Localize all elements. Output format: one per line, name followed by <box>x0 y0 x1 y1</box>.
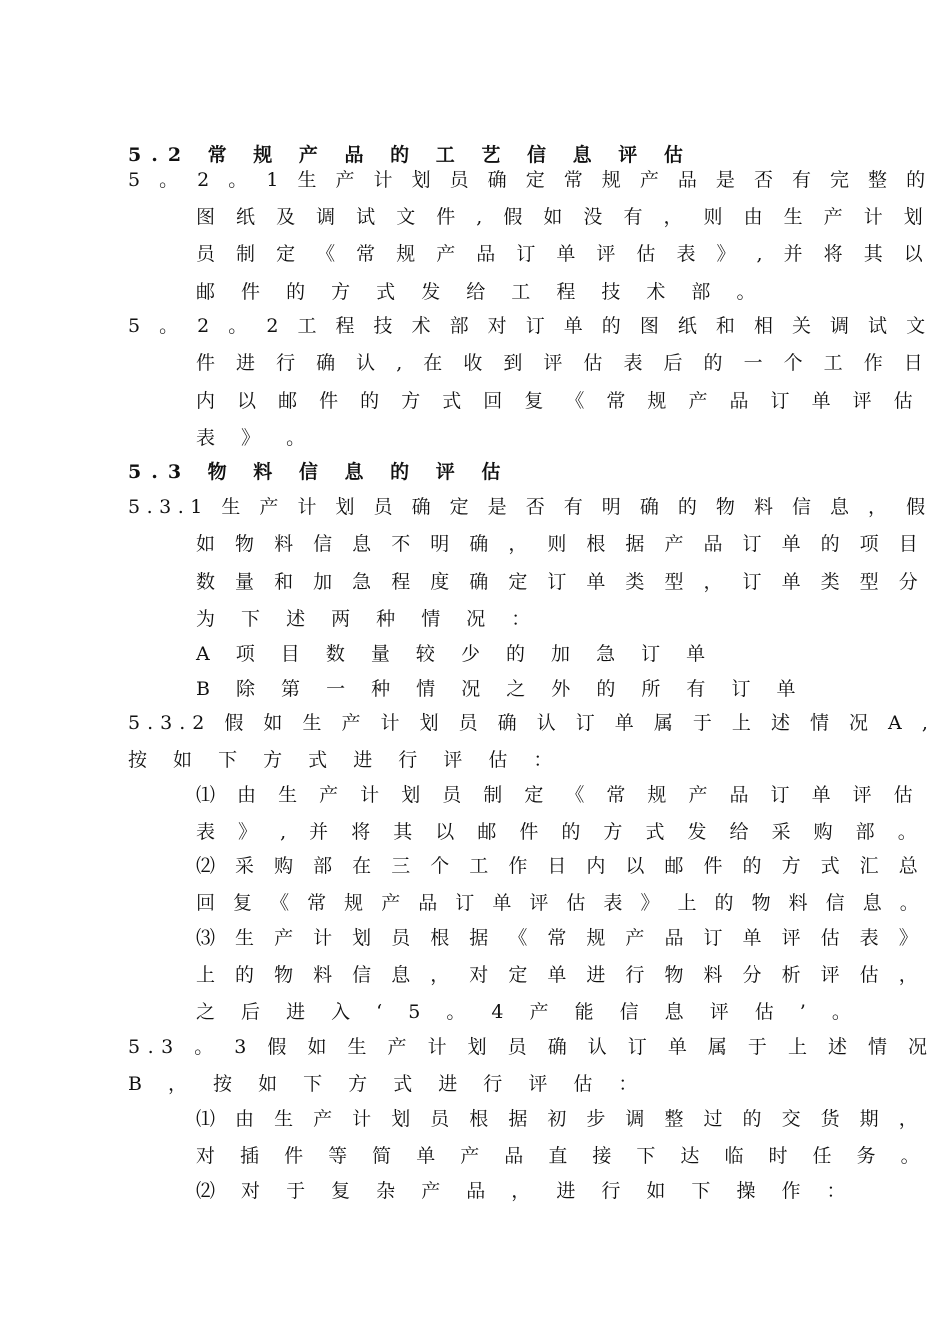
list-item: ⑴ 由 生 产 计 划 员 制 定 《 常 规 产 品 订 单 评 估 <box>196 784 921 806</box>
paragraph-line: 之 后 进 入 ‘ 5 。 4 产 能 信 息 评 估 ’ 。 <box>196 1001 861 1023</box>
paragraph-line: B ， 按 如 下 方 式 进 行 评 估 ： <box>128 1073 648 1095</box>
paragraph-line: 邮 件 的 方 式 发 给 工 程 技 术 部 。 <box>196 281 766 303</box>
list-item-b: B 除 第 一 种 情 况 之 外 的 所 有 订 单 <box>196 678 806 700</box>
paragraph-line: 5.3.2 假 如 生 产 计 划 员 确 认 订 单 属 于 上 述 情 况 A , <box>128 712 935 734</box>
paragraph-line: 回 复 《 常 规 产 品 订 单 评 估 表 》 上 的 物 料 信 息 。 <box>196 892 925 914</box>
list-item: ⑶ 生 产 计 划 员 根 据 《 常 规 产 品 订 单 评 估 表 》 <box>196 927 925 949</box>
paragraph-line: 内 以 邮 件 的 方 式 回 复 《 常 规 产 品 订 单 评 估 <box>196 390 921 412</box>
paragraph-line: 件 进 行 确 认 , 在 收 到 评 估 表 后 的 一 个 工 作 日 <box>196 352 931 374</box>
paragraph-line: 对 插 件 等 简 单 产 品 直 接 下 达 临 时 任 务 。 <box>196 1145 930 1167</box>
paragraph-line: 上 的 物 料 信 息 ， 对 定 单 进 行 物 料 分 析 评 估 ， <box>196 964 925 986</box>
paragraph-line: 5 。 2 。 1 生 产 计 划 员 确 定 常 规 产 品 是 否 有 完 整 的 <box>128 169 932 191</box>
paragraph-line: 图 纸 及 调 试 文 件 , 假 如 没 有 ， 则 由 生 产 计 划 <box>196 206 931 228</box>
paragraph-line: 表 》 , 并 将 其 以 邮 件 的 方 式 发 给 采 购 部 。 <box>196 821 926 843</box>
list-item: ⑵ 采 购 部 在 三 个 工 作 日 内 以 邮 件 的 方 式 汇 总 <box>196 855 925 877</box>
paragraph-line: 数 量 和 加 急 程 度 确 定 订 单 类 型 ， 订 单 类 型 分 <box>196 571 925 593</box>
paragraph-line: 员 制 定 《 常 规 产 品 订 单 评 估 表 》 , 并 将 其 以 <box>196 243 931 265</box>
list-item: ⑵ 对 于 复 杂 产 品 ， 进 行 如 下 操 作 ： <box>196 1180 856 1202</box>
paragraph-line: 按 如 下 方 式 进 行 评 估 ： <box>128 749 563 771</box>
paragraph-line: 表 》 。 <box>196 427 316 449</box>
paragraph-line: 5 。 2 。 2 工 程 技 术 部 对 订 单 的 图 纸 和 相 关 调 试 文 <box>128 315 932 337</box>
list-item-a: A 项 目 数 量 较 少 的 加 急 订 单 <box>196 643 716 665</box>
paragraph-line: 5.3 。 3 假 如 生 产 计 划 员 确 认 订 单 属 于 上 述 情 况 <box>128 1036 935 1058</box>
paragraph-line: 为 下 述 两 种 情 况 ： <box>196 608 541 630</box>
paragraph-line: 5.3.1 生 产 计 划 员 确 定 是 否 有 明 确 的 物 料 信 息 ， 假 <box>128 496 932 518</box>
paragraph-line: 如 物 料 信 息 不 明 确 ， 则 根 据 产 品 订 单 的 项 目 <box>196 533 925 555</box>
section-heading-5-2: 5.2 常 规 产 品 的 工 艺 信 息 评 估 <box>128 144 693 166</box>
section-heading-5-3: 5.3 物 料 信 息 的 评 估 <box>128 461 511 483</box>
list-item: ⑴ 由 生 产 计 划 员 根 据 初 步 调 整 过 的 交 货 期 ， <box>196 1108 925 1130</box>
